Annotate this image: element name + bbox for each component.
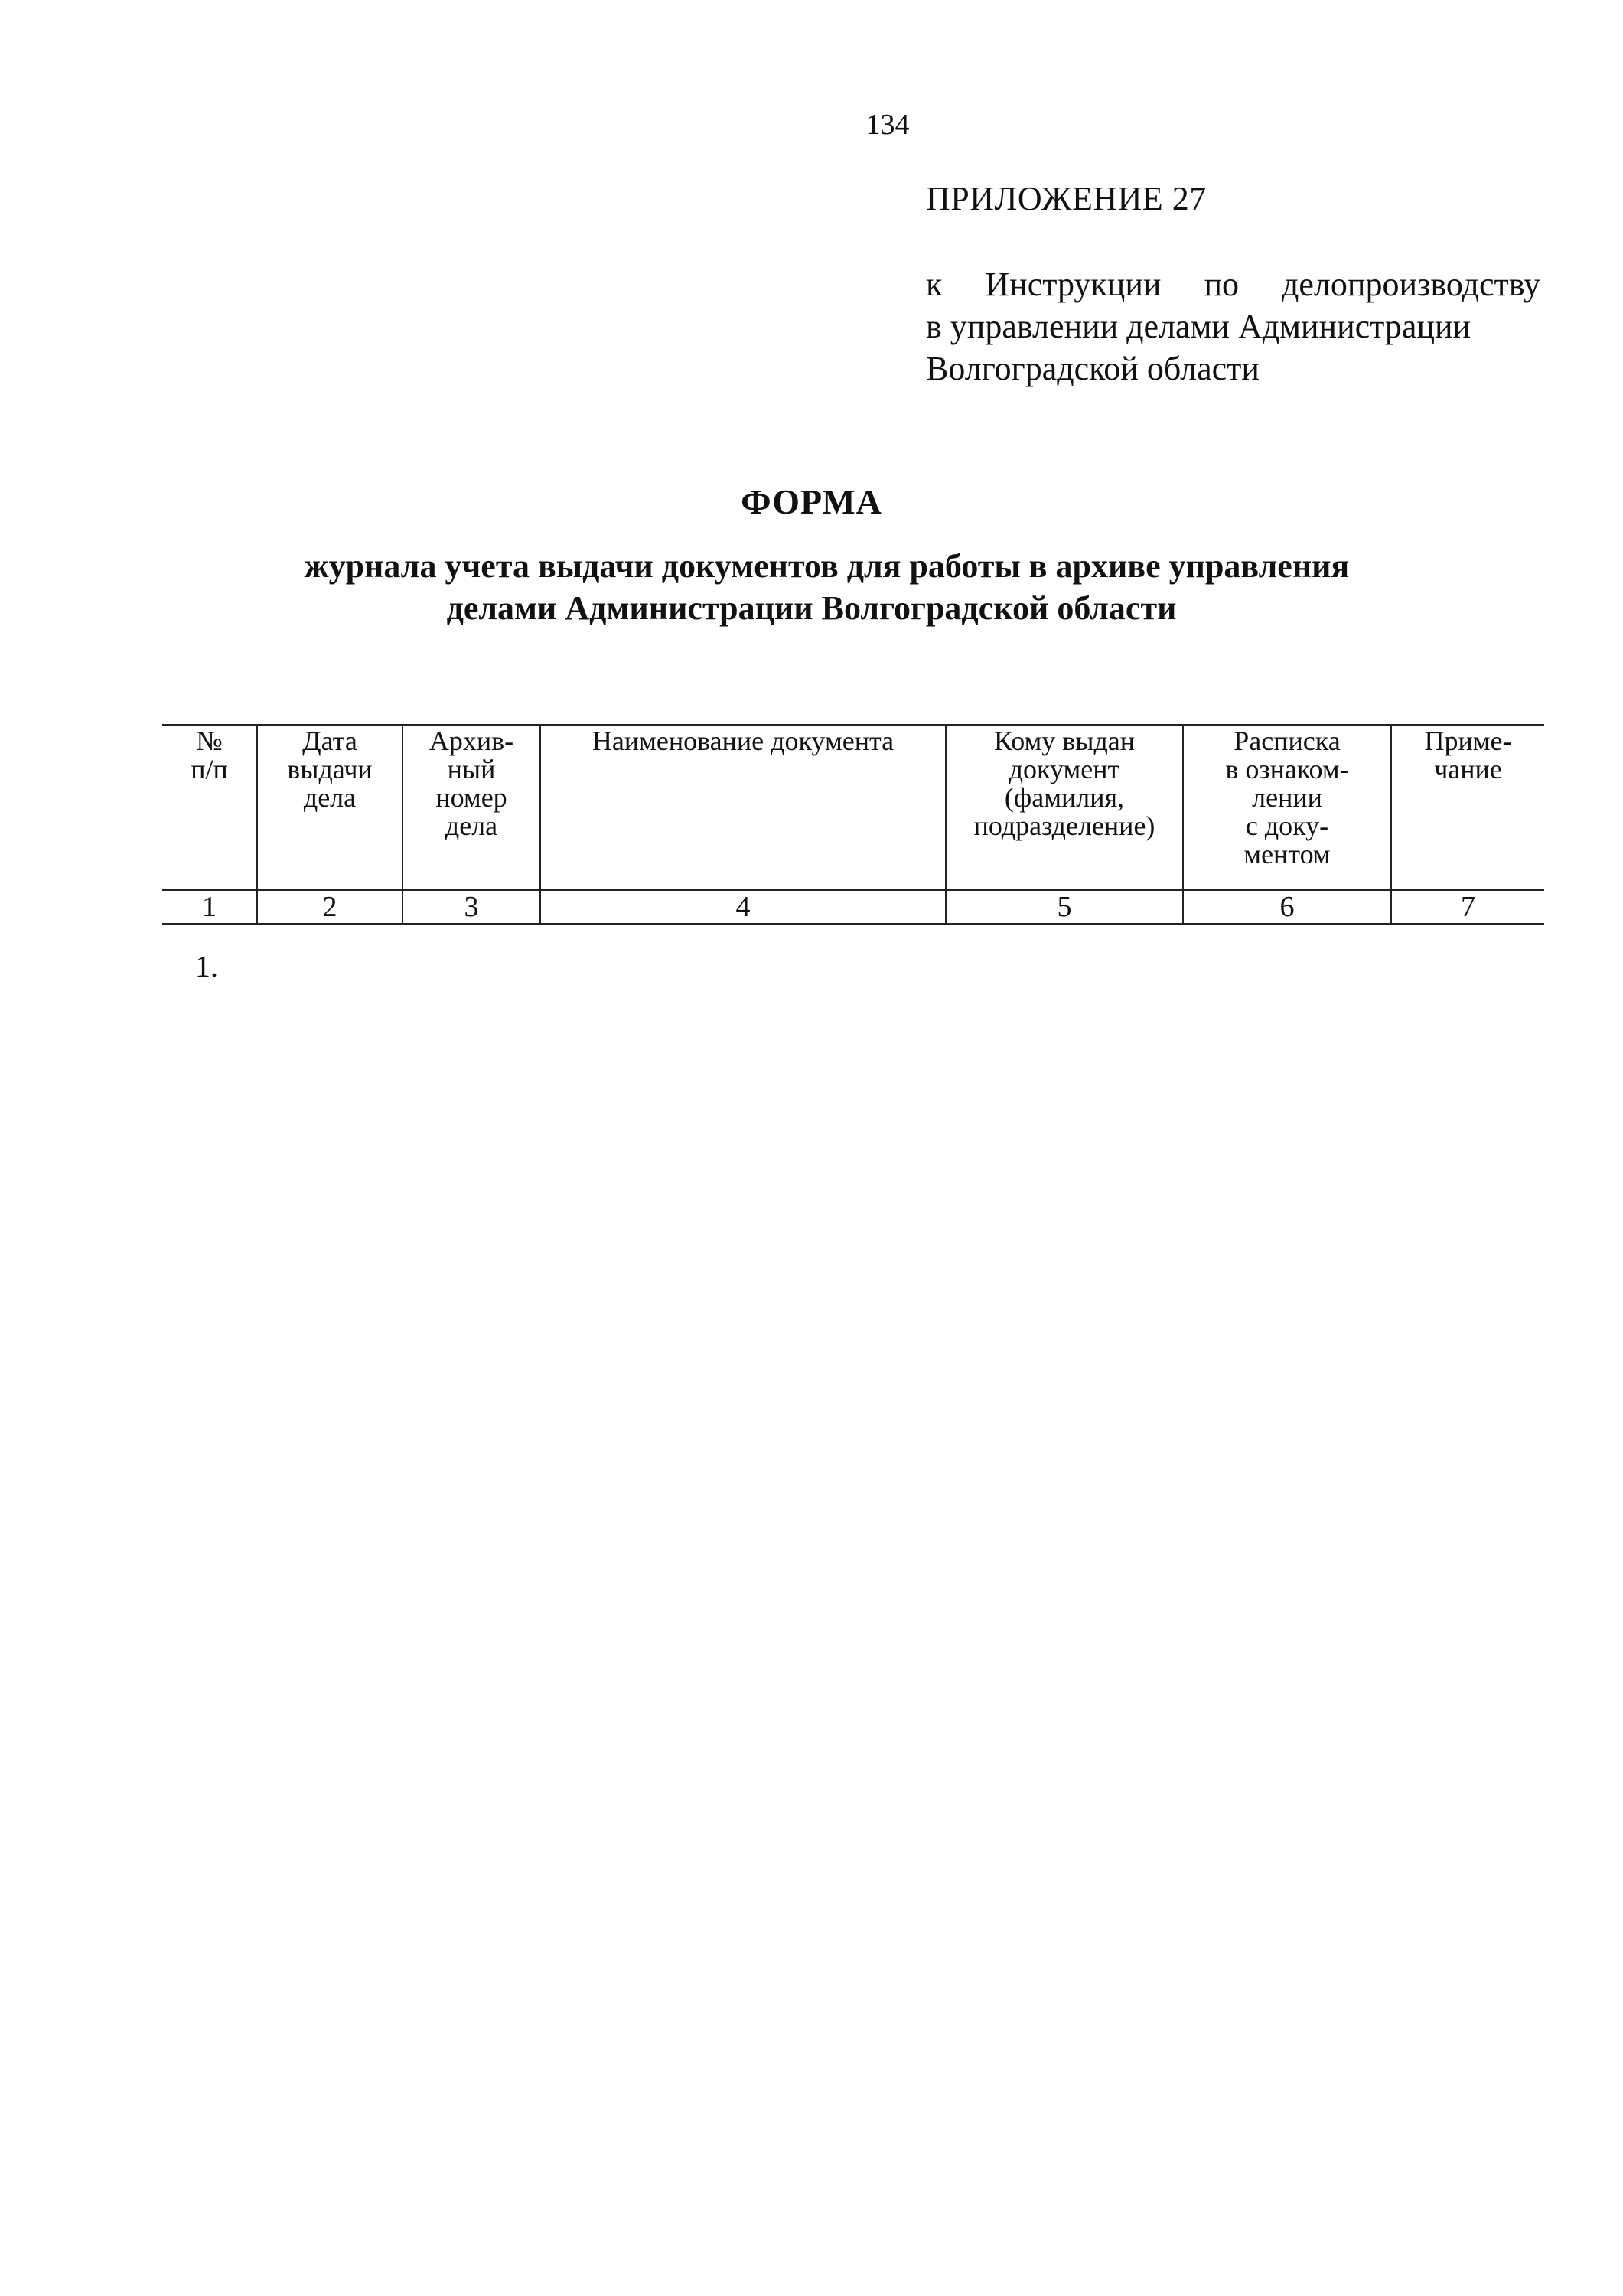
appendix-title: ПРИЛОЖЕНИЕ 27: [926, 180, 1207, 217]
header-cell-number: [162, 725, 257, 890]
column-number-cell: 2: [257, 890, 402, 925]
form-subtitle-line: журнала учета выдачи документов для работы в архиве управления: [304, 547, 1350, 585]
column-number-row: [162, 890, 1544, 925]
appendix-reference-line: к Инструкции по делопроизводству: [926, 266, 1540, 303]
header-text: п/п: [191, 754, 228, 784]
form-title: ФОРМА: [741, 482, 882, 521]
header-text: Наименование документа: [592, 726, 895, 756]
journal-table: [162, 724, 1544, 925]
appendix-reference-line: Волгоградской области: [926, 350, 1260, 387]
header-cell-note: [1391, 725, 1544, 890]
header-cell-issued-to: [946, 725, 1183, 890]
column-number-cell: 3: [402, 890, 540, 925]
appendix-reference-line: в управлении делами Администрации: [926, 308, 1471, 345]
header-text: выдачи: [287, 754, 373, 784]
form-subtitle: [0, 545, 1623, 629]
header-text: Архив-: [429, 726, 514, 756]
header-text: с доку-: [1245, 810, 1329, 841]
form-subtitle-line: делами Администрации Волгоградской области: [446, 589, 1177, 627]
column-number-cell: 6: [1183, 890, 1391, 925]
header-cell-archive-number: [402, 725, 540, 890]
header-text: Расписка: [1234, 726, 1341, 756]
header-text: лении: [1252, 782, 1322, 813]
header-text: дела: [303, 782, 357, 813]
header-cell-receipt: [1183, 725, 1391, 890]
column-number-cell: 4: [540, 890, 946, 925]
table-header-row: [162, 725, 1544, 890]
header-text: подразделение): [973, 810, 1155, 841]
column-number-cell: 5: [946, 890, 1183, 925]
header-text: Приме-: [1424, 726, 1512, 756]
column-number-cell: 7: [1391, 890, 1544, 925]
header-text: Кому выдан: [993, 726, 1136, 756]
header-cell-document-name: [540, 725, 946, 890]
header-text: ный: [447, 754, 496, 784]
header-text: Дата: [302, 726, 357, 756]
header-text: чание: [1434, 754, 1502, 784]
header-cell-issue-date: [257, 725, 402, 890]
column-number-cell: 1: [162, 890, 257, 925]
page-number: 134: [865, 109, 910, 141]
header-text: номер: [435, 782, 507, 813]
header-text: (фамилия,: [1004, 782, 1125, 813]
header-text: документ: [1009, 754, 1120, 784]
header-text: в ознаком-: [1225, 754, 1349, 784]
header-text: №: [196, 726, 223, 756]
header-text: дела: [445, 810, 498, 841]
header-text: ментом: [1243, 839, 1331, 869]
appendix-reference: [926, 263, 1540, 390]
entry-number: 1.: [195, 949, 218, 983]
